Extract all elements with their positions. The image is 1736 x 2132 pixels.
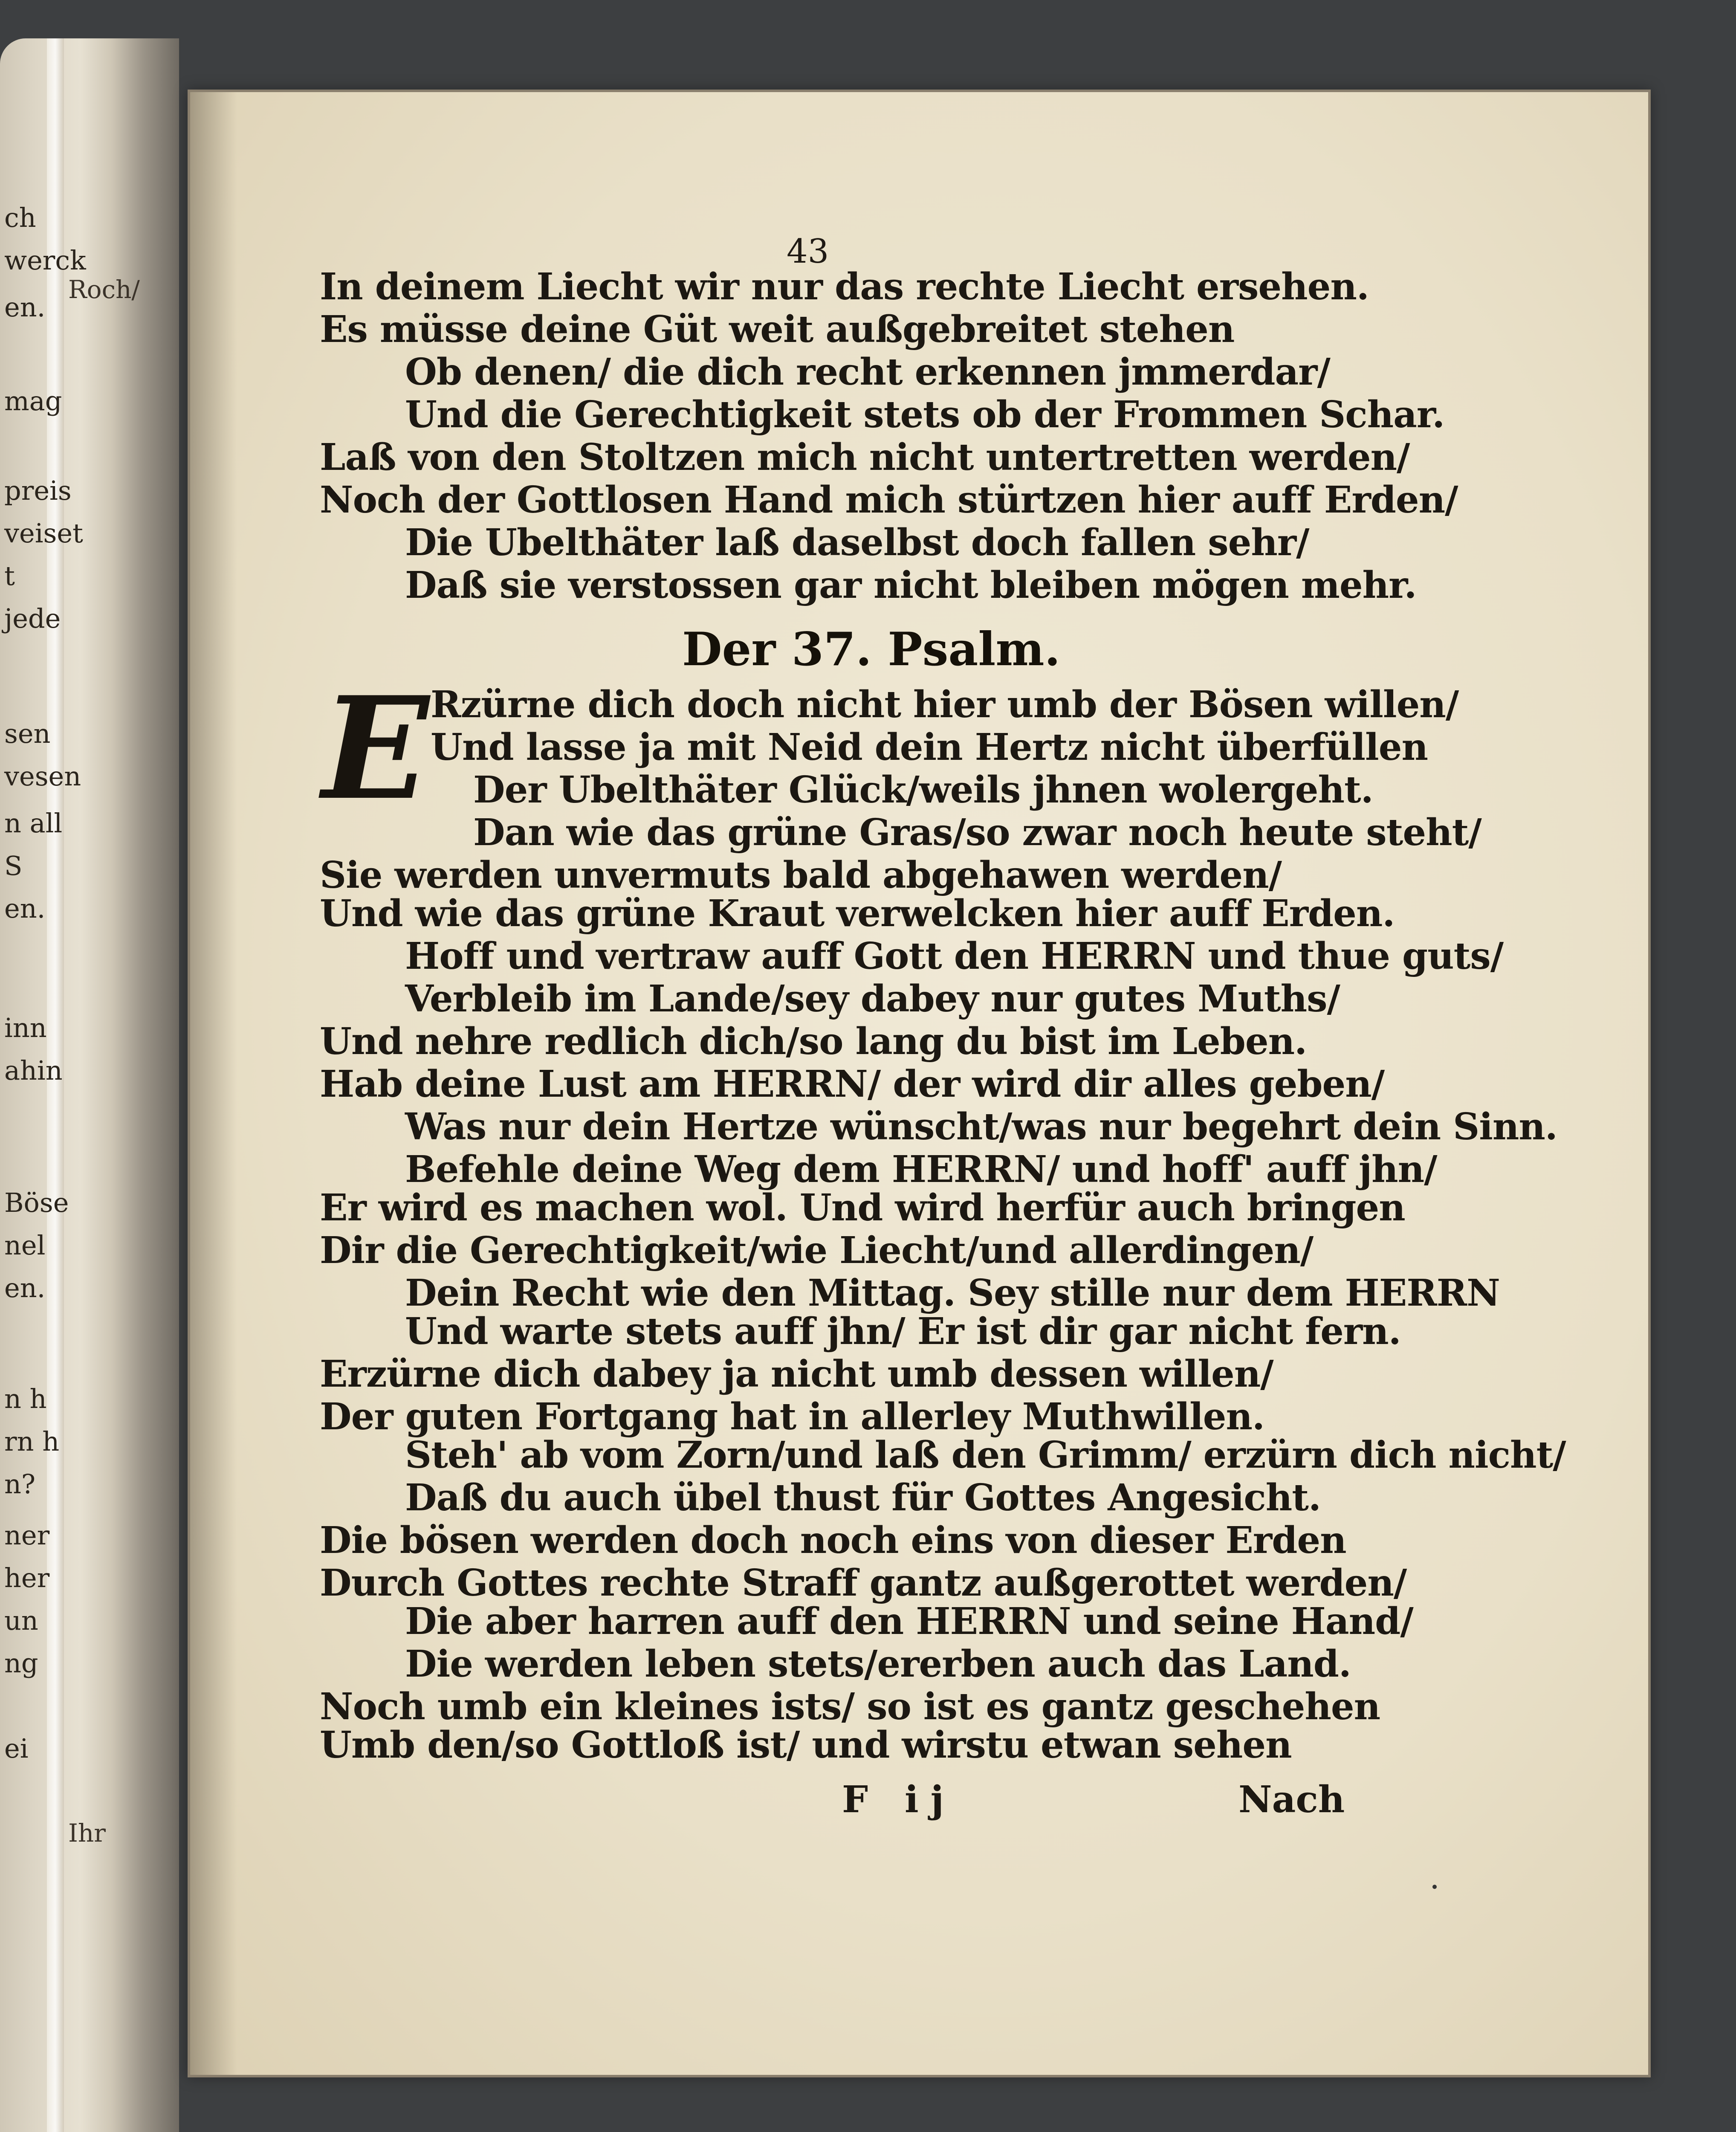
psalm-heading: Der 37. Psalm. [682,623,1061,676]
verse-line: Hab deine Lust am HERRN/ der wird dir alles geben/ [320,1063,1385,1106]
verse-line: Durch Gottes rechte Straff gantz außgerottet werden/ [320,1561,1407,1605]
verse-line: Der guten Fortgang hat in allerley Muthwillen. [320,1395,1264,1438]
left-page-fragment: Ihr [68,1819,106,1848]
previous-page-edge [0,38,179,2132]
left-page-fragment: veiset [4,518,83,549]
spine-shadow [190,92,237,2075]
verse-line: Rzürne dich doch nicht hier umb der Bösen willen/ [431,683,1459,726]
left-page-fragment: vesen [4,761,81,792]
verse-line: Steh' ab vom Zorn/und laß den Grimm/ erzürn dich nicht/ [405,1434,1566,1477]
verse-line: Daß sie verstossen gar nicht bleiben mögen mehr. [405,564,1417,607]
left-page-fragment: ner [4,1520,50,1551]
left-page-fragment: S [4,850,23,881]
left-page-fragment: n h [4,1383,47,1414]
left-page-fragment: inn [4,1012,47,1043]
verse-line: Dir die Gerechtigkeit/wie Liecht/und allerdingen/ [320,1229,1314,1272]
verse-line: Und warte stets auff jhn/ Er ist dir gar nicht fern. [405,1310,1401,1353]
page-number: 43 [787,232,829,271]
left-page-fragment: Böse [4,1187,69,1218]
verse-line: Und lasse ja mit Neid dein Hertz nicht überfüllen [431,726,1428,769]
verse-line: Die Ubelthäter laß daselbst doch fallen sehr/ [405,521,1309,564]
verse-line: Umb den/so Gottloß ist/ und wirstu etwan sehen [320,1724,1292,1767]
left-page-fragment: en. [4,1272,46,1304]
verse-line: Noch der Gottlosen Hand mich stürtzen hier auff Erden/ [320,478,1458,521]
left-page-fragment: ch [4,202,36,233]
verse-line: Die bösen werden doch noch eins von dieser Erden [320,1519,1346,1562]
catchword: Nach [1238,1778,1345,1821]
verse-line: Die werden leben stets/ererben auch das Land. [405,1642,1351,1686]
left-page-fragment: un [4,1605,38,1636]
verse-line: Und die Gerechtigkeit stets ob der Frommen Schar. [405,393,1445,436]
left-page-fragment: preis [4,475,72,506]
verse-line: Ob denen/ die dich recht erkennen jmmerdar/ [405,351,1330,394]
left-page-fragment: ahin [4,1055,63,1086]
verse-line: Laß von den Stoltzen mich nicht untertretten werden/ [320,436,1410,479]
paper-speck [1432,1885,1437,1889]
left-page-fragment: Roch/ [68,275,140,304]
left-page-fragment: n all [4,808,63,839]
left-page-fragment: mag [4,385,62,417]
verse-line: Noch umb ein kleines ists/ so ist es gantz geschehen [320,1685,1380,1728]
verse-line: Dan wie das grüne Gras/so zwar noch heute steht/ [473,811,1481,854]
left-page-fragment: rn h [4,1426,60,1457]
verse-line: Was nur dein Hertze wünscht/was nur begehrt dein Sinn. [405,1105,1557,1148]
left-page-fragment: t [4,560,15,591]
left-page-fragment: jede [4,603,61,634]
signature-mark: F ij [842,1778,956,1821]
left-page-fragment: werck [4,245,86,276]
left-page-fragment: ng [4,1648,38,1679]
verse-line: Und nehre redlich dich/so lang du bist im Leben. [320,1020,1307,1063]
verse-line: Es müsse deine Güt weit außgebreitet stehen [320,308,1235,351]
left-page-fragment: her [4,1562,50,1593]
verse-line: Und wie das grüne Kraut verwelcken hier auff Erden. [320,892,1395,935]
left-page-fragment: sen [4,718,51,749]
verse-line: Die aber harren auff den HERRN und seine Hand/ [405,1600,1413,1643]
verse-line: In deinem Liecht wir nur das rechte Liecht ersehen. [320,265,1369,308]
verse-line: Sie werden unvermuts bald abgehawen werden/ [320,854,1282,897]
verse-line: Dein Recht wie den Mittag. Sey stille nur dem HERRN [405,1272,1500,1315]
verse-line: Er wird es machen wol. Und wird herfür auch bringen [320,1186,1405,1229]
left-page-fragment: en. [4,292,46,323]
left-page-fragment: en. [4,893,46,924]
left-page-fragment: nel [4,1230,46,1261]
drop-cap-initial: E [322,666,429,831]
verse-line: Daß du auch übel thust für Gottes Angesicht. [405,1476,1321,1519]
verse-line: Befehle deine Weg dem HERRN/ und hoff' auff jhn/ [405,1148,1437,1191]
verse-line: Hoff und vertraw auff Gott den HERRN und thue guts/ [405,935,1504,978]
left-page-fragment: ei [4,1733,29,1764]
left-page-fragment: n? [4,1469,36,1500]
verse-line: Erzürne dich dabey ja nicht umb dessen willen/ [320,1353,1273,1396]
verse-line: Der Ubelthäter Glück/weils jhnen wolergeht. [473,768,1373,811]
verse-line: Verbleib im Lande/sey dabey nur gutes Muths/ [405,977,1340,1020]
